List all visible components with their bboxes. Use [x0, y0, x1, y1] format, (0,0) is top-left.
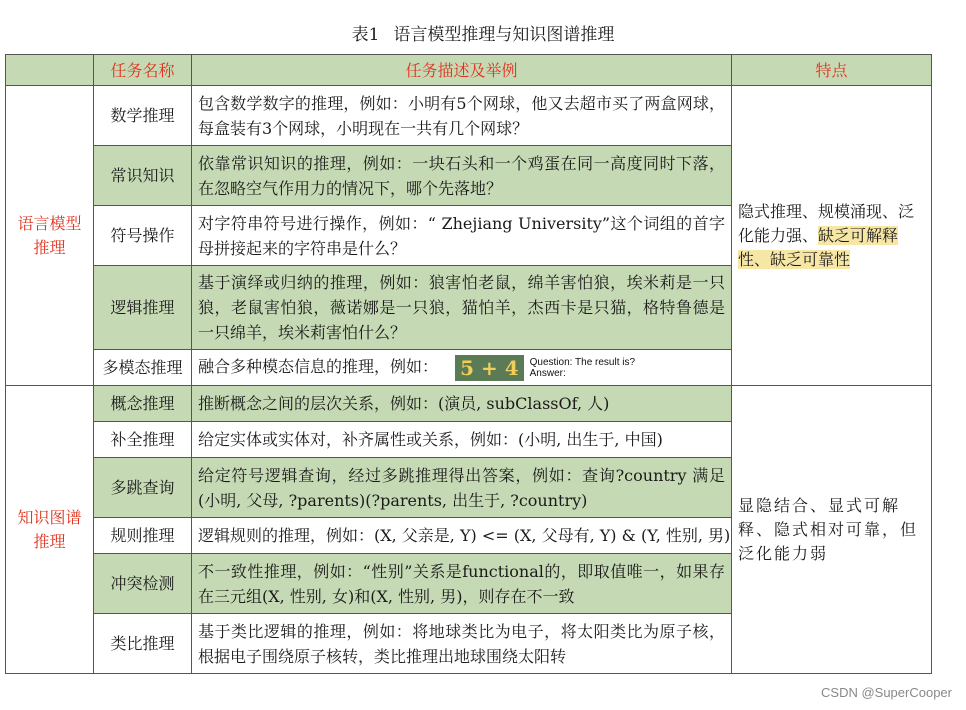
header-row	[6, 55, 932, 86]
feature-knowledge-graph: 显隐结合、显式可解释、隐式相对可靠，但泛化能力弱	[732, 386, 932, 674]
caption-number: 表1	[351, 25, 380, 45]
task-desc: 逻辑规则的推理，例如：(X, 父亲是, Y) <= (X, 父母有, Y) & (Y, 性别, 男)	[192, 518, 732, 554]
task-desc: 推断概念之间的层次关系，例如：(演员, subClassOf, 人)	[192, 386, 732, 422]
category-language-model: 语言模型推理	[6, 86, 94, 386]
task-desc: 基于演绎或归纳的推理，例如：狼害怕老鼠，绵羊害怕狼，埃米莉是一只狼，老鼠害怕狼，薇诺娜是一只狼，猫怕羊，杰西卡是只猫，格特鲁德是一只绵羊，埃米莉害怕什么？	[192, 266, 732, 350]
task-name: 冲突检测	[94, 554, 192, 614]
task-name: 符号操作	[94, 206, 192, 266]
header-task-desc: 任务描述及举例	[192, 55, 732, 86]
header-feature: 特点	[732, 55, 932, 86]
feature-language-model	[732, 86, 932, 386]
task-desc-text: 融合多种模态信息的推理，例如：	[198, 357, 439, 377]
watermark: CSDN @SuperCooper	[821, 685, 952, 700]
math-image: 5 + 4	[455, 355, 524, 381]
answer-text: Answer:	[529, 367, 566, 379]
table-row	[6, 86, 932, 146]
task-name: 常识知识	[94, 146, 192, 206]
question-answer	[530, 357, 635, 379]
task-desc: 对字符串符号进行操作，例如：“ Zhejiang University”这个词组的首字母拼接起来的字符串是什么？	[192, 206, 732, 266]
task-name: 概念推理	[94, 386, 192, 422]
task-desc: 基于类比逻辑的推理，例如：将地球类比为电子，将太阳类比为原子核，根据电子围绕原子核转，类比推理出地球围绕太阳转	[192, 614, 732, 674]
task-name: 数学推理	[94, 86, 192, 146]
task-name: 规则推理	[94, 518, 192, 554]
task-name: 补全推理	[94, 422, 192, 458]
task-desc: 包含数学数字的推理，例如：小明有5个网球，他又去超市买了两盒网球，每盒装有3个网球，小明现在一共有几个网球？	[192, 86, 732, 146]
feature-highlight: 缺乏可解释性、缺乏可靠性	[738, 225, 899, 269]
task-desc: 不一致性推理，例如：“性别”关系是functional的，即取值唯一，如果存在三元组(X, 性别, 女)和(X, 性别, 男)，则存在不一致	[192, 554, 732, 614]
task-name: 多模态推理	[94, 350, 192, 386]
header-category	[6, 55, 94, 86]
task-name: 类比推理	[94, 614, 192, 674]
task-desc: 依靠常识知识的推理，例如：一块石头和一个鸡蛋在同一高度同时下落，在忽略空气作用力的情况下，哪个先落地？	[192, 146, 732, 206]
feature-text: 隐式推理、规模涌现、泛化能力强、	[738, 201, 915, 245]
table-caption	[0, 20, 966, 45]
header-task-name: 任务名称	[94, 55, 192, 86]
multimodal-example-image	[455, 354, 635, 381]
caption-title: 语言模型推理与知识图谱推理	[393, 25, 615, 45]
task-desc: 给定符号逻辑查询，经过多跳推理得出答案，例如：查询?country 满足(小明, 父母, ?parents)(?parents, 出生于, ?country)	[192, 458, 732, 518]
task-desc-multimodal	[192, 350, 732, 386]
task-name: 逻辑推理	[94, 266, 192, 350]
task-name: 多跳查询	[94, 458, 192, 518]
reasoning-table	[5, 54, 932, 674]
table-row	[6, 386, 932, 422]
question-text: Question: The result is?	[529, 356, 636, 368]
category-knowledge-graph: 知识图谱推理	[6, 386, 94, 674]
task-desc: 给定实体或实体对，补齐属性或关系，例如：(小明, 出生于, 中国)	[192, 422, 732, 458]
